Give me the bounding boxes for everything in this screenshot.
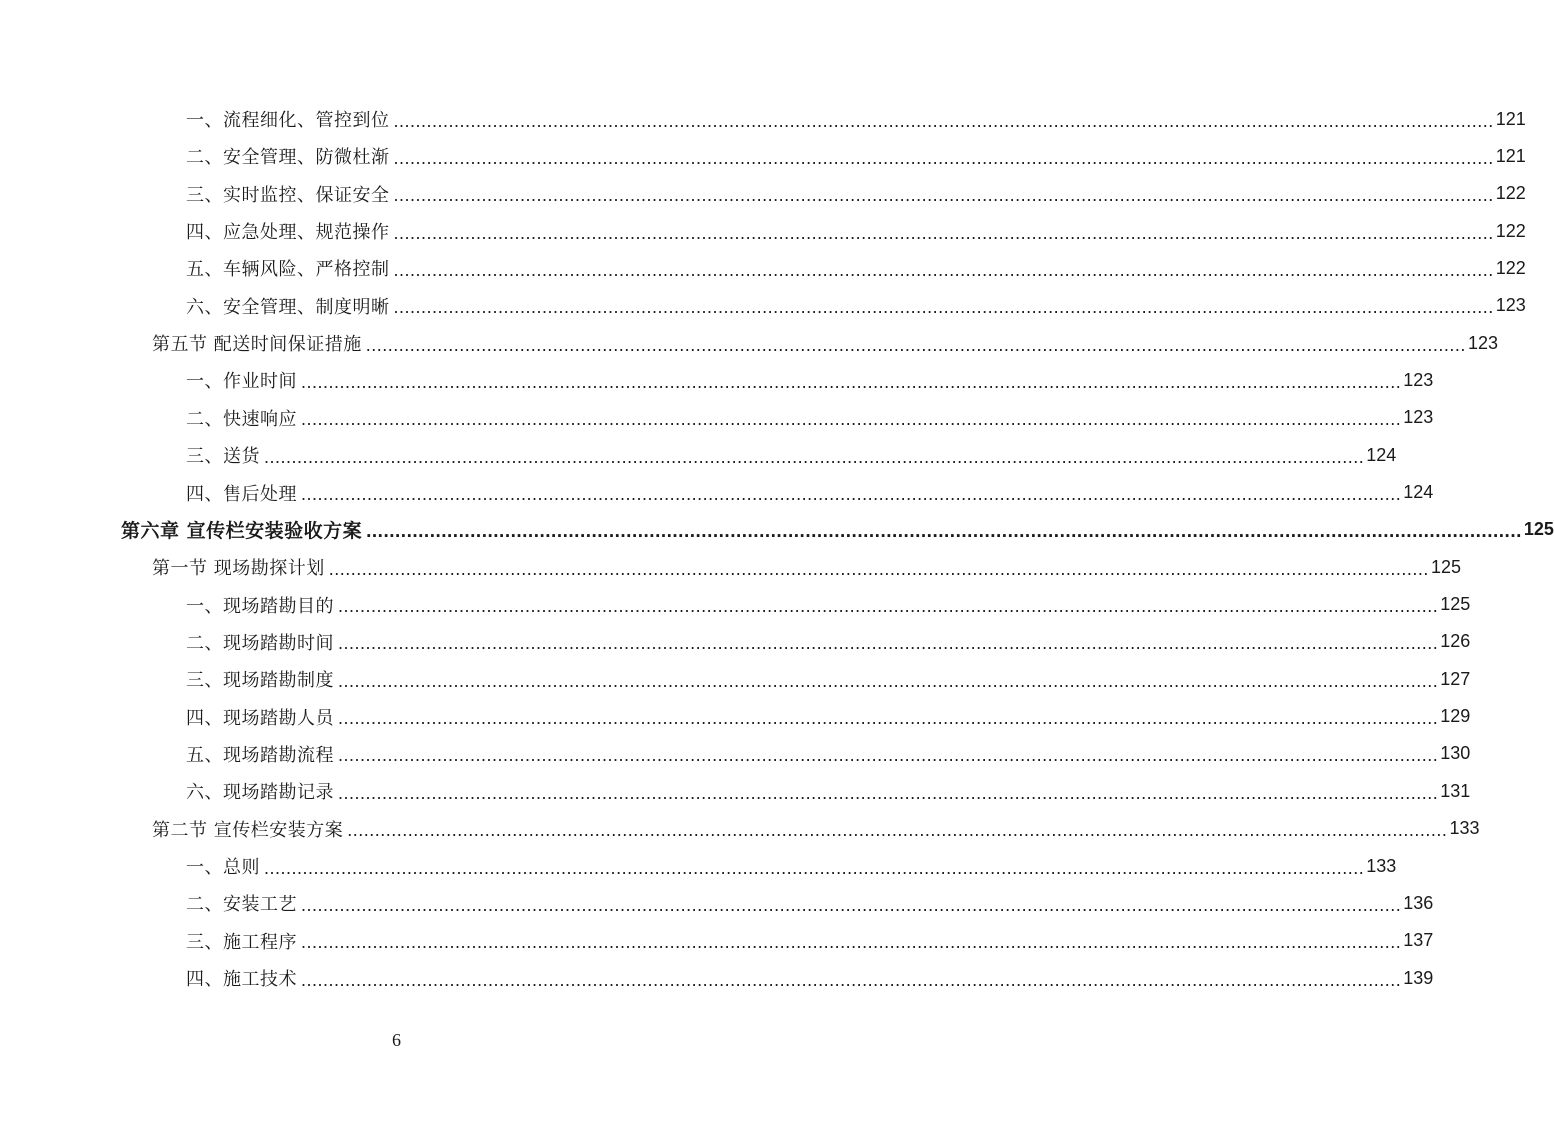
toc-entry-page: 125: [1523, 519, 1554, 540]
toc-entry-title: 第一节 现场勘探计划: [152, 558, 325, 580]
toc-leader-dots: ........................................................................................................................................................................................................: [264, 857, 1365, 878]
toc-leader-dots: ........................................................................................................................................................................................................: [338, 670, 1439, 691]
toc-leader-dots: ........................................................................................................................................................................................................: [301, 969, 1402, 990]
toc-leader-dots: ........................................................................................................................................................................................................: [393, 297, 1494, 318]
toc-entry-page: 125: [1430, 556, 1461, 577]
toc-entry[interactable]: [152, 814, 1480, 844]
toc-entry-title: 五、车辆风险、严格控制: [186, 259, 390, 281]
toc-entry-title: 三、现场踏勘制度: [186, 670, 334, 692]
toc-entry[interactable]: [186, 179, 1526, 209]
toc-entry-title: 四、售后处理: [186, 483, 297, 505]
toc-entry[interactable]: [152, 328, 1498, 358]
toc-entry[interactable]: [186, 141, 1526, 171]
toc-entry-page: 131: [1440, 780, 1471, 801]
toc-entry[interactable]: [152, 552, 1461, 582]
toc-leader-dots: ........................................................................................................................................................................................................: [301, 409, 1402, 430]
toc-entry-title: 二、安全管理、防微杜渐: [186, 147, 390, 169]
toc-entry[interactable]: [121, 515, 1554, 545]
toc-entry-title: 四、应急处理、规范操作: [186, 222, 390, 244]
toc-leader-dots: ........................................................................................................................................................................................................: [365, 334, 1466, 355]
toc-entry-title: 四、现场踏勘人员: [186, 707, 334, 729]
toc-entry[interactable]: [186, 627, 1471, 657]
toc-entry[interactable]: [186, 926, 1434, 956]
toc-entry[interactable]: [186, 664, 1471, 694]
toc-entry[interactable]: [186, 478, 1434, 508]
toc-entry-page: 139: [1403, 967, 1434, 988]
toc-entry-page: 122: [1495, 257, 1526, 278]
toc-leader-dots: ........................................................................................................................................................................................................: [338, 596, 1439, 617]
toc-leader-dots: ........................................................................................................................................................................................................: [301, 894, 1402, 915]
toc-entry-title: 一、流程细化、管控到位: [186, 110, 390, 131]
toc-entry[interactable]: [186, 403, 1434, 433]
toc-entry-page: 136: [1403, 892, 1434, 913]
toc-entry-page: 130: [1440, 743, 1471, 764]
toc-leader-dots: ........................................................................................................................................................................................................: [393, 147, 1494, 168]
toc-entry-page: 124: [1366, 444, 1397, 465]
toc-entry-page: 133: [1449, 818, 1480, 839]
toc-leader-dots: ........................................................................................................................................................................................................: [338, 745, 1439, 766]
toc-leader-dots: ........................................................................................................................................................................................................: [393, 222, 1494, 243]
toc-leader-dots: ........................................................................................................................................................................................................: [366, 520, 1522, 542]
toc-leader-dots: ........................................................................................................................................................................................................: [393, 110, 1494, 131]
toc-entry-page: 124: [1403, 482, 1434, 502]
toc-entry-page: 129: [1440, 706, 1471, 727]
toc-entry-title: 二、快速响应: [186, 408, 297, 430]
toc-entry[interactable]: [186, 253, 1526, 283]
toc-entry-title: 第五节 配送时间保证措施: [152, 334, 362, 356]
toc-entry-title: 三、实时监控、保证安全: [186, 184, 390, 206]
toc-entry-title: 六、现场踏勘记录: [186, 782, 334, 804]
toc-entry[interactable]: [186, 216, 1526, 246]
toc-entry-page: 121: [1495, 108, 1526, 129]
toc-leader-dots: ........................................................................................................................................................................................................: [264, 446, 1365, 467]
toc-entry[interactable]: [186, 440, 1397, 470]
toc-entry-page: 123: [1403, 407, 1434, 428]
toc-entry-title: 三、送货: [186, 446, 260, 468]
toc-entry-page: 125: [1440, 594, 1471, 615]
toc-entry[interactable]: [186, 851, 1397, 881]
toc-entry-page: 123: [1403, 369, 1434, 390]
toc-entry-page: 121: [1495, 145, 1526, 166]
toc-entry-page: 137: [1403, 930, 1434, 951]
toc-entry-page: 126: [1440, 631, 1471, 652]
toc-entry-page: 122: [1495, 220, 1526, 241]
toc-entry-title: 六、安全管理、制度明晰: [186, 296, 390, 318]
toc-entry-title: 二、安装工艺: [186, 894, 297, 916]
toc-entry[interactable]: [186, 888, 1434, 918]
toc-entry-title: 一、现场踏勘目的: [186, 595, 334, 617]
toc-leader-dots: ........................................................................................................................................................................................................: [393, 185, 1494, 206]
toc-leader-dots: ........................................................................................................................................................................................................: [338, 633, 1439, 654]
page-number: 6: [392, 1030, 401, 1050]
toc-leader-dots: ........................................................................................................................................................................................................: [301, 371, 1402, 392]
toc-leader-dots: ........................................................................................................................................................................................................: [328, 558, 1429, 579]
toc-entry-title: 第六章 宣传栏安装验收方案: [121, 520, 363, 543]
toc-entry-title: 第二节 宣传栏安装方案: [152, 819, 344, 841]
toc-entry[interactable]: [186, 590, 1471, 620]
toc-leader-dots: ........................................................................................................................................................................................................: [338, 782, 1439, 803]
toc-leader-dots: ........................................................................................................................................................................................................: [393, 259, 1494, 280]
toc-entry-page: 127: [1440, 668, 1471, 689]
toc-entry-title: 四、施工技术: [186, 969, 297, 991]
toc-entry-page: 123: [1467, 332, 1498, 353]
toc-entry[interactable]: [186, 776, 1471, 806]
toc-leader-dots: ........................................................................................................................................................................................................: [347, 820, 1448, 841]
toc-entry[interactable]: [186, 702, 1471, 732]
toc-entry[interactable]: [186, 739, 1471, 769]
toc-entry-page: 122: [1495, 183, 1526, 204]
toc-leader-dots: ........................................................................................................................................................................................................: [338, 708, 1439, 729]
toc-entry-page: 123: [1495, 295, 1526, 316]
toc-entry-page: 133: [1366, 855, 1397, 876]
toc-entry-title: 三、施工程序: [186, 931, 297, 953]
toc-entry[interactable]: [186, 291, 1526, 321]
toc-entry[interactable]: [186, 104, 1526, 134]
toc-leader-dots: ........................................................................................................................................................................................................: [301, 484, 1402, 504]
toc-entry[interactable]: [186, 963, 1434, 993]
toc-entry-title: 五、现场踏勘流程: [186, 744, 334, 766]
toc-leader-dots: ........................................................................................................................................................................................................: [301, 932, 1402, 953]
toc-entry-title: 一、作业时间: [186, 371, 297, 393]
toc-entry[interactable]: [186, 365, 1434, 395]
toc-entry-title: 二、现场踏勘时间: [186, 632, 334, 654]
toc-entry-title: 一、总则: [186, 857, 260, 878]
